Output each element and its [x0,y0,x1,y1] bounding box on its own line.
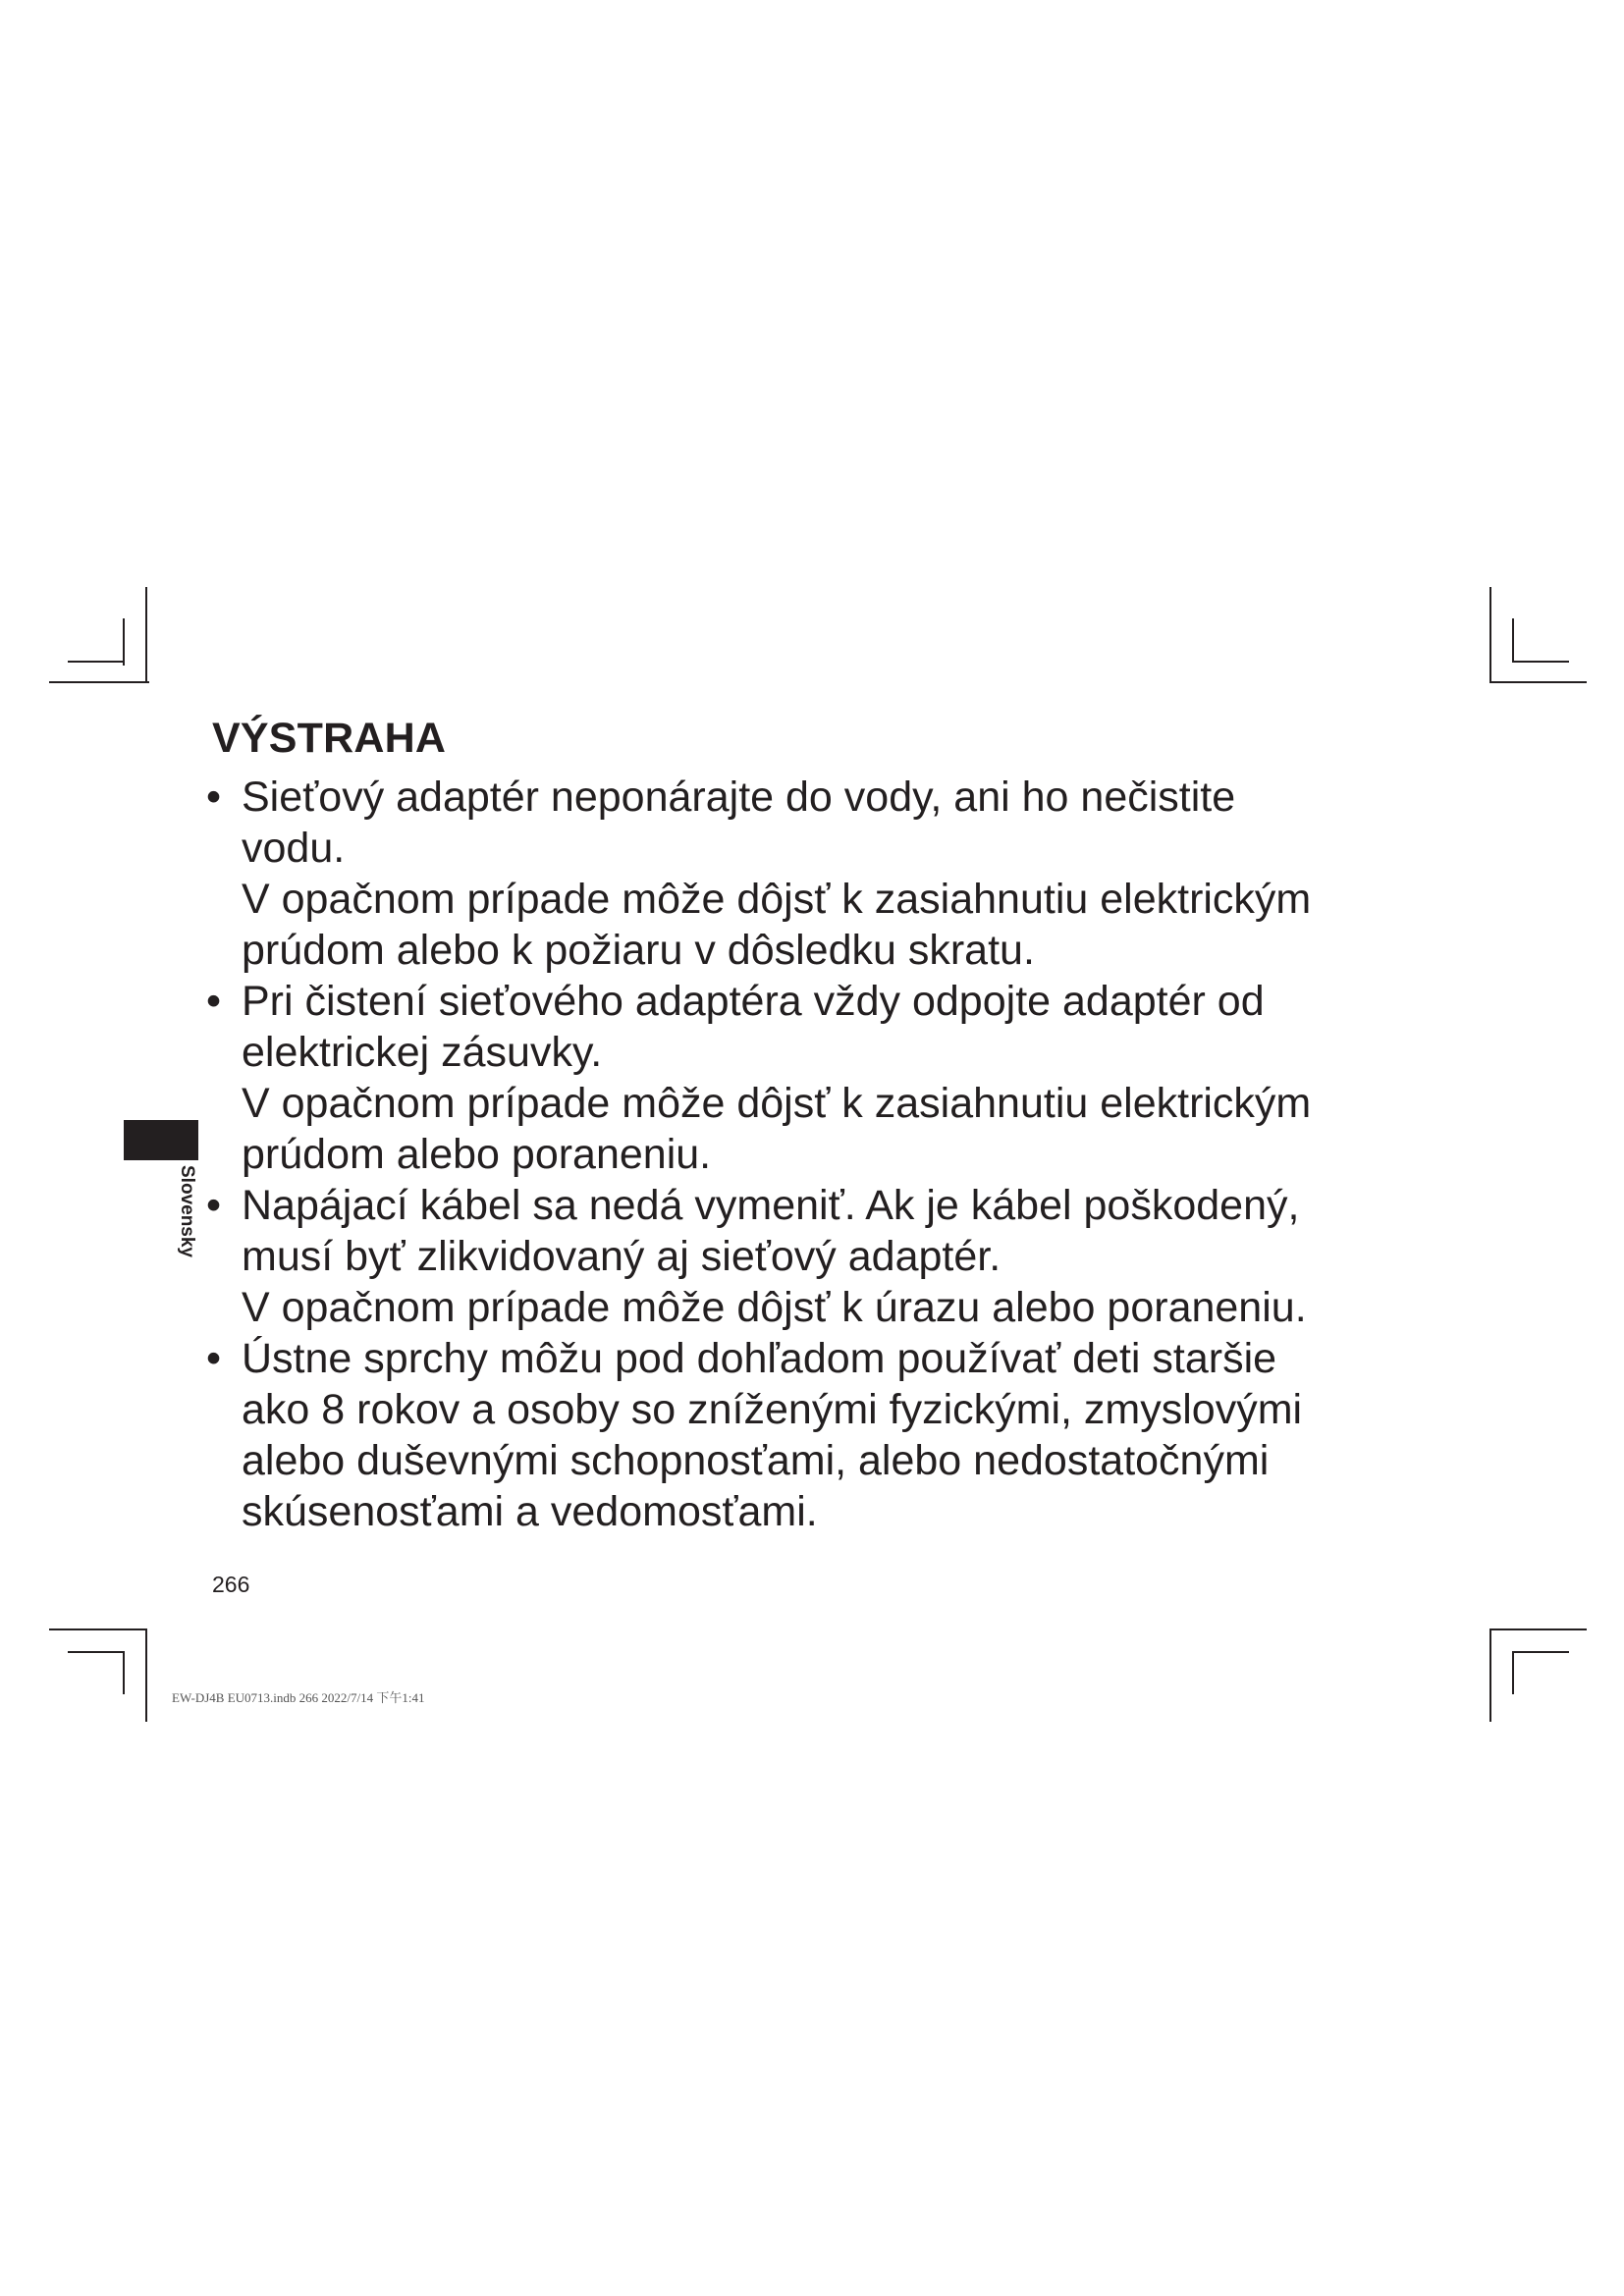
warning-item [206,772,1483,976]
warning-text-line: Pri čistení sieťového adaptéra vždy odpojte adaptér od [242,978,1265,1025]
warning-text-line: vodu. [242,825,346,872]
crop-mark-bottom-left-horizontal [49,1629,146,1630]
crop-mark-top-right-horizontal [1489,681,1587,683]
warning-text-line: V opačnom prípade môže dôjsť k úrazu alebo poraneniu. [242,1284,1307,1331]
warning-heading: VÝSTRAHA [212,715,447,762]
crop-mark-top-left-horizontal [49,681,149,683]
language-tab-label: Slovensky [177,1165,197,1257]
warning-list [206,772,1483,1537]
warning-text-line: alebo duševnými schopnosťami, alebo nedostatočnými [242,1437,1270,1484]
bullet-icon: • [206,978,222,1025]
crop-mark-bottom-right-inner [1512,1651,1569,1653]
bullet-icon: • [206,774,222,821]
crop-mark-bottom-right-horizontal [1489,1629,1587,1630]
crop-mark-bottom-left-vertical [123,1651,125,1694]
warning-text-line: Napájací kábel sa nedá vymeniť. Ak je kábel poškodený, [242,1182,1300,1229]
warning-item [206,1180,1483,1333]
crop-mark-bottom-left-inner [68,1651,125,1653]
crop-mark-top-right-vertical [1512,618,1514,663]
warning-text-line: skúsenosťami a vedomosťami. [242,1488,818,1535]
warning-text-line: elektrickej zásuvky. [242,1029,603,1076]
warning-item [206,976,1483,1180]
crop-mark-top-right-vertical-outer [1489,587,1491,682]
warning-text-line: Ústne sprchy môžu pod dohľadom používať deti staršie [242,1335,1277,1382]
crop-mark-top-left-vertical [123,618,125,666]
crop-mark-bottom-right-vertical-outer [1489,1629,1491,1722]
crop-mark-bottom-right-vertical [1512,1651,1514,1694]
crop-mark-top-left-inner [68,661,125,663]
print-imprint: EW-DJ4B EU0713.indb 266 2022/7/14 下午1:41 [172,1690,425,1705]
page-number: 266 [212,1572,250,1597]
warning-text-line: prúdom alebo k požiaru v dôsledku skratu. [242,927,1035,974]
bullet-icon: • [206,1182,222,1229]
bullet-icon: • [206,1335,222,1382]
warning-text-line: V opačnom prípade môže dôjsť k zasiahnutiu elektrickým [242,1080,1312,1127]
warning-text-line: musí byť zlikvidovaný aj sieťový adaptér. [242,1233,1001,1280]
warning-text-line: V opačnom prípade môže dôjsť k zasiahnutiu elektrickým [242,876,1312,923]
crop-mark-top-right-inner [1512,661,1569,663]
warning-text-line: Sieťový adaptér neponárajte do vody, ani ho nečistite [242,774,1236,821]
warning-text-line: ako 8 rokov a osoby so zníženými fyzickými, zmyslovými [242,1386,1303,1433]
warning-text-line: prúdom alebo poraneniu. [242,1131,712,1178]
language-tab-marker [124,1120,198,1160]
warning-item [206,1333,1483,1537]
crop-mark-top-left-vertical-outer [145,587,147,682]
crop-mark-bottom-left-vertical-outer [145,1629,147,1722]
